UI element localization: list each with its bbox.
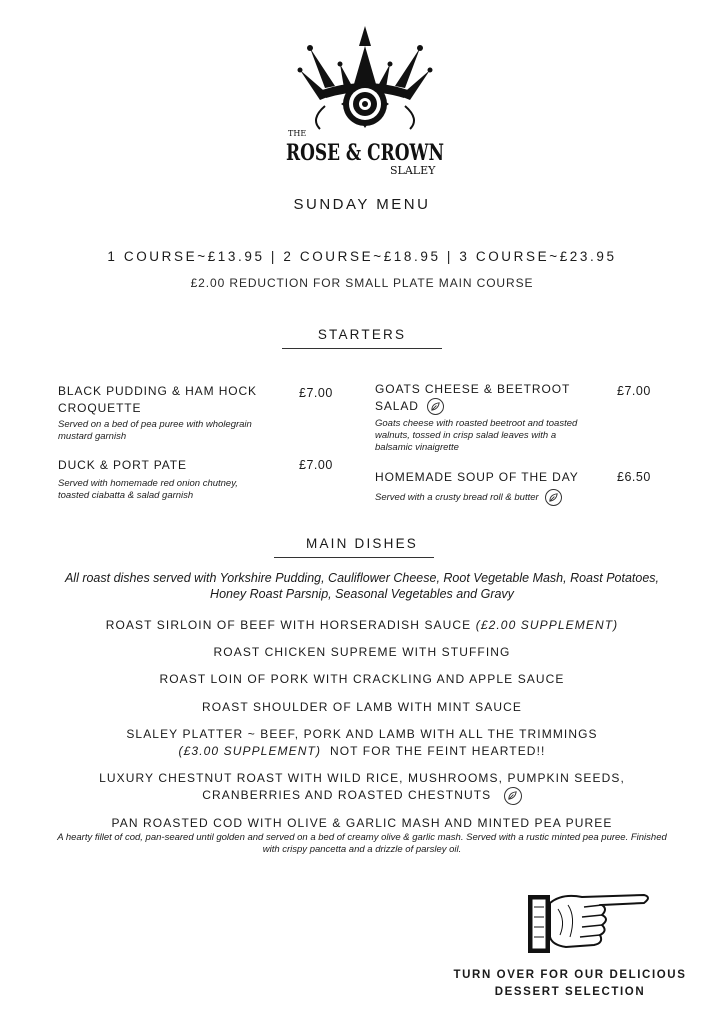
starter-name: DUCK & PORT PATE	[58, 458, 187, 472]
starter-name: HOMEMADE SOUP OF THE DAY	[375, 470, 579, 484]
starter-name: BLACK PUDDING & HAM HOCK CROQUETTE	[58, 384, 257, 415]
svg-text:ROSE & CROWN: ROSE & CROWN	[286, 140, 444, 166]
starter-name	[375, 381, 585, 415]
logo	[280, 24, 450, 184]
leaf-icon	[504, 787, 522, 805]
main-item-text: LUXURY CHESTNUT ROAST WITH WILD RICE, MUSHROOMS, PUMPKIN SEEDS,	[99, 771, 625, 785]
platter-note: NOT FOR THE FEINT HEARTED!!	[329, 744, 546, 758]
pointing-hand-icon	[522, 887, 654, 959]
starter-desc: Served with homemade red onion chutney, toasted ciabatta & salad garnish	[58, 478, 238, 501]
main-item-chicken: ROAST CHICKEN SUPREME WITH STUFFING	[213, 645, 511, 659]
turn-over-note	[440, 967, 700, 1001]
course-prices: 1 COURSE~£13.95 | 2 COURSE~£18.95 | 3 COURSE~£23.95	[107, 249, 617, 264]
supplement-note: (£2.00 SUPPLEMENT)	[475, 618, 619, 632]
starters-divider	[282, 348, 442, 349]
main-item-cod: PAN ROASTED COD WITH OLIVE & GARLIC MASH AND MINTED PEA PUREE	[111, 816, 613, 830]
menu-title: SUNDAY MENU	[293, 196, 431, 213]
turn-over-line-1: TURN OVER FOR OUR DELICIOUS	[453, 969, 687, 981]
mains-divider	[274, 557, 434, 558]
turn-over-line-2: DESSERT SELECTION	[494, 986, 646, 998]
starter-price: £7.00	[299, 458, 333, 472]
starter-price: £7.00	[617, 384, 651, 398]
main-item-text	[0, 743, 724, 760]
mains-heading: MAIN DISHES	[306, 536, 418, 551]
cod-desc: A hearty fillet of cod, pan-seared until golden and served on a bed of creamy olive & garlic mash. Served with a rustic minted pea puree. Finished with crispy pancetta and a drizzle of parsley oil.	[57, 832, 667, 855]
reduction-note: £2.00 REDUCTION FOR SMALL PLATE MAIN COURSE	[190, 276, 534, 290]
main-item-sirloin	[0, 617, 724, 634]
chestnut-line-2: CRANBERRIES AND ROASTED CHESTNUTS	[202, 788, 492, 803]
svg-text:THE: THE	[288, 129, 307, 138]
main-item-text: ROAST SIRLOIN OF BEEF WITH HORSERADISH SAUCE	[105, 618, 472, 632]
starter-desc: Served on a bed of pea puree with wholegrain mustard garnish	[58, 419, 252, 442]
starter-desc	[375, 489, 615, 506]
starter-desc-text: Served with a crusty bread roll & butter	[375, 492, 539, 504]
main-item-text	[0, 787, 724, 805]
crown-rose-icon	[280, 24, 450, 184]
main-item-pork: ROAST LOIN OF PORK WITH CRACKLING AND APPLE SAUCE	[159, 672, 565, 686]
starter-name-text: GOATS CHEESE & BEETROOT SALAD	[375, 382, 570, 413]
starter-price: £7.00	[299, 386, 333, 400]
main-item-lamb: ROAST SHOULDER OF LAMB WITH MINT SAUCE	[201, 700, 523, 714]
starter-price: £6.50	[617, 470, 651, 484]
supplement-note: (£3.00 SUPPLEMENT)	[178, 744, 322, 758]
svg-text:SLALEY: SLALEY	[390, 164, 436, 177]
main-item-chestnut	[0, 770, 724, 805]
starter-desc: Goats cheese with roasted beetroot and toasted walnuts, tossed in crisp salad leaves with a balsamic vinaigrette	[375, 418, 578, 453]
main-item-text: SLALEY PLATTER ~ BEEF, PORK AND LAMB WITH ALL THE TRIMMINGS	[126, 727, 598, 741]
main-item-platter	[0, 726, 724, 760]
leaf-icon	[545, 489, 562, 506]
leaf-icon	[427, 398, 444, 415]
starters-heading: STARTERS	[317, 327, 407, 342]
mains-intro: All roast dishes served with Yorkshire Pudding, Cauliflower Cheese, Root Vegetable Mash, Roast Potatoes, Honey Roast Parsnip, Seasonal Vegetables and Gravy	[64, 571, 660, 601]
